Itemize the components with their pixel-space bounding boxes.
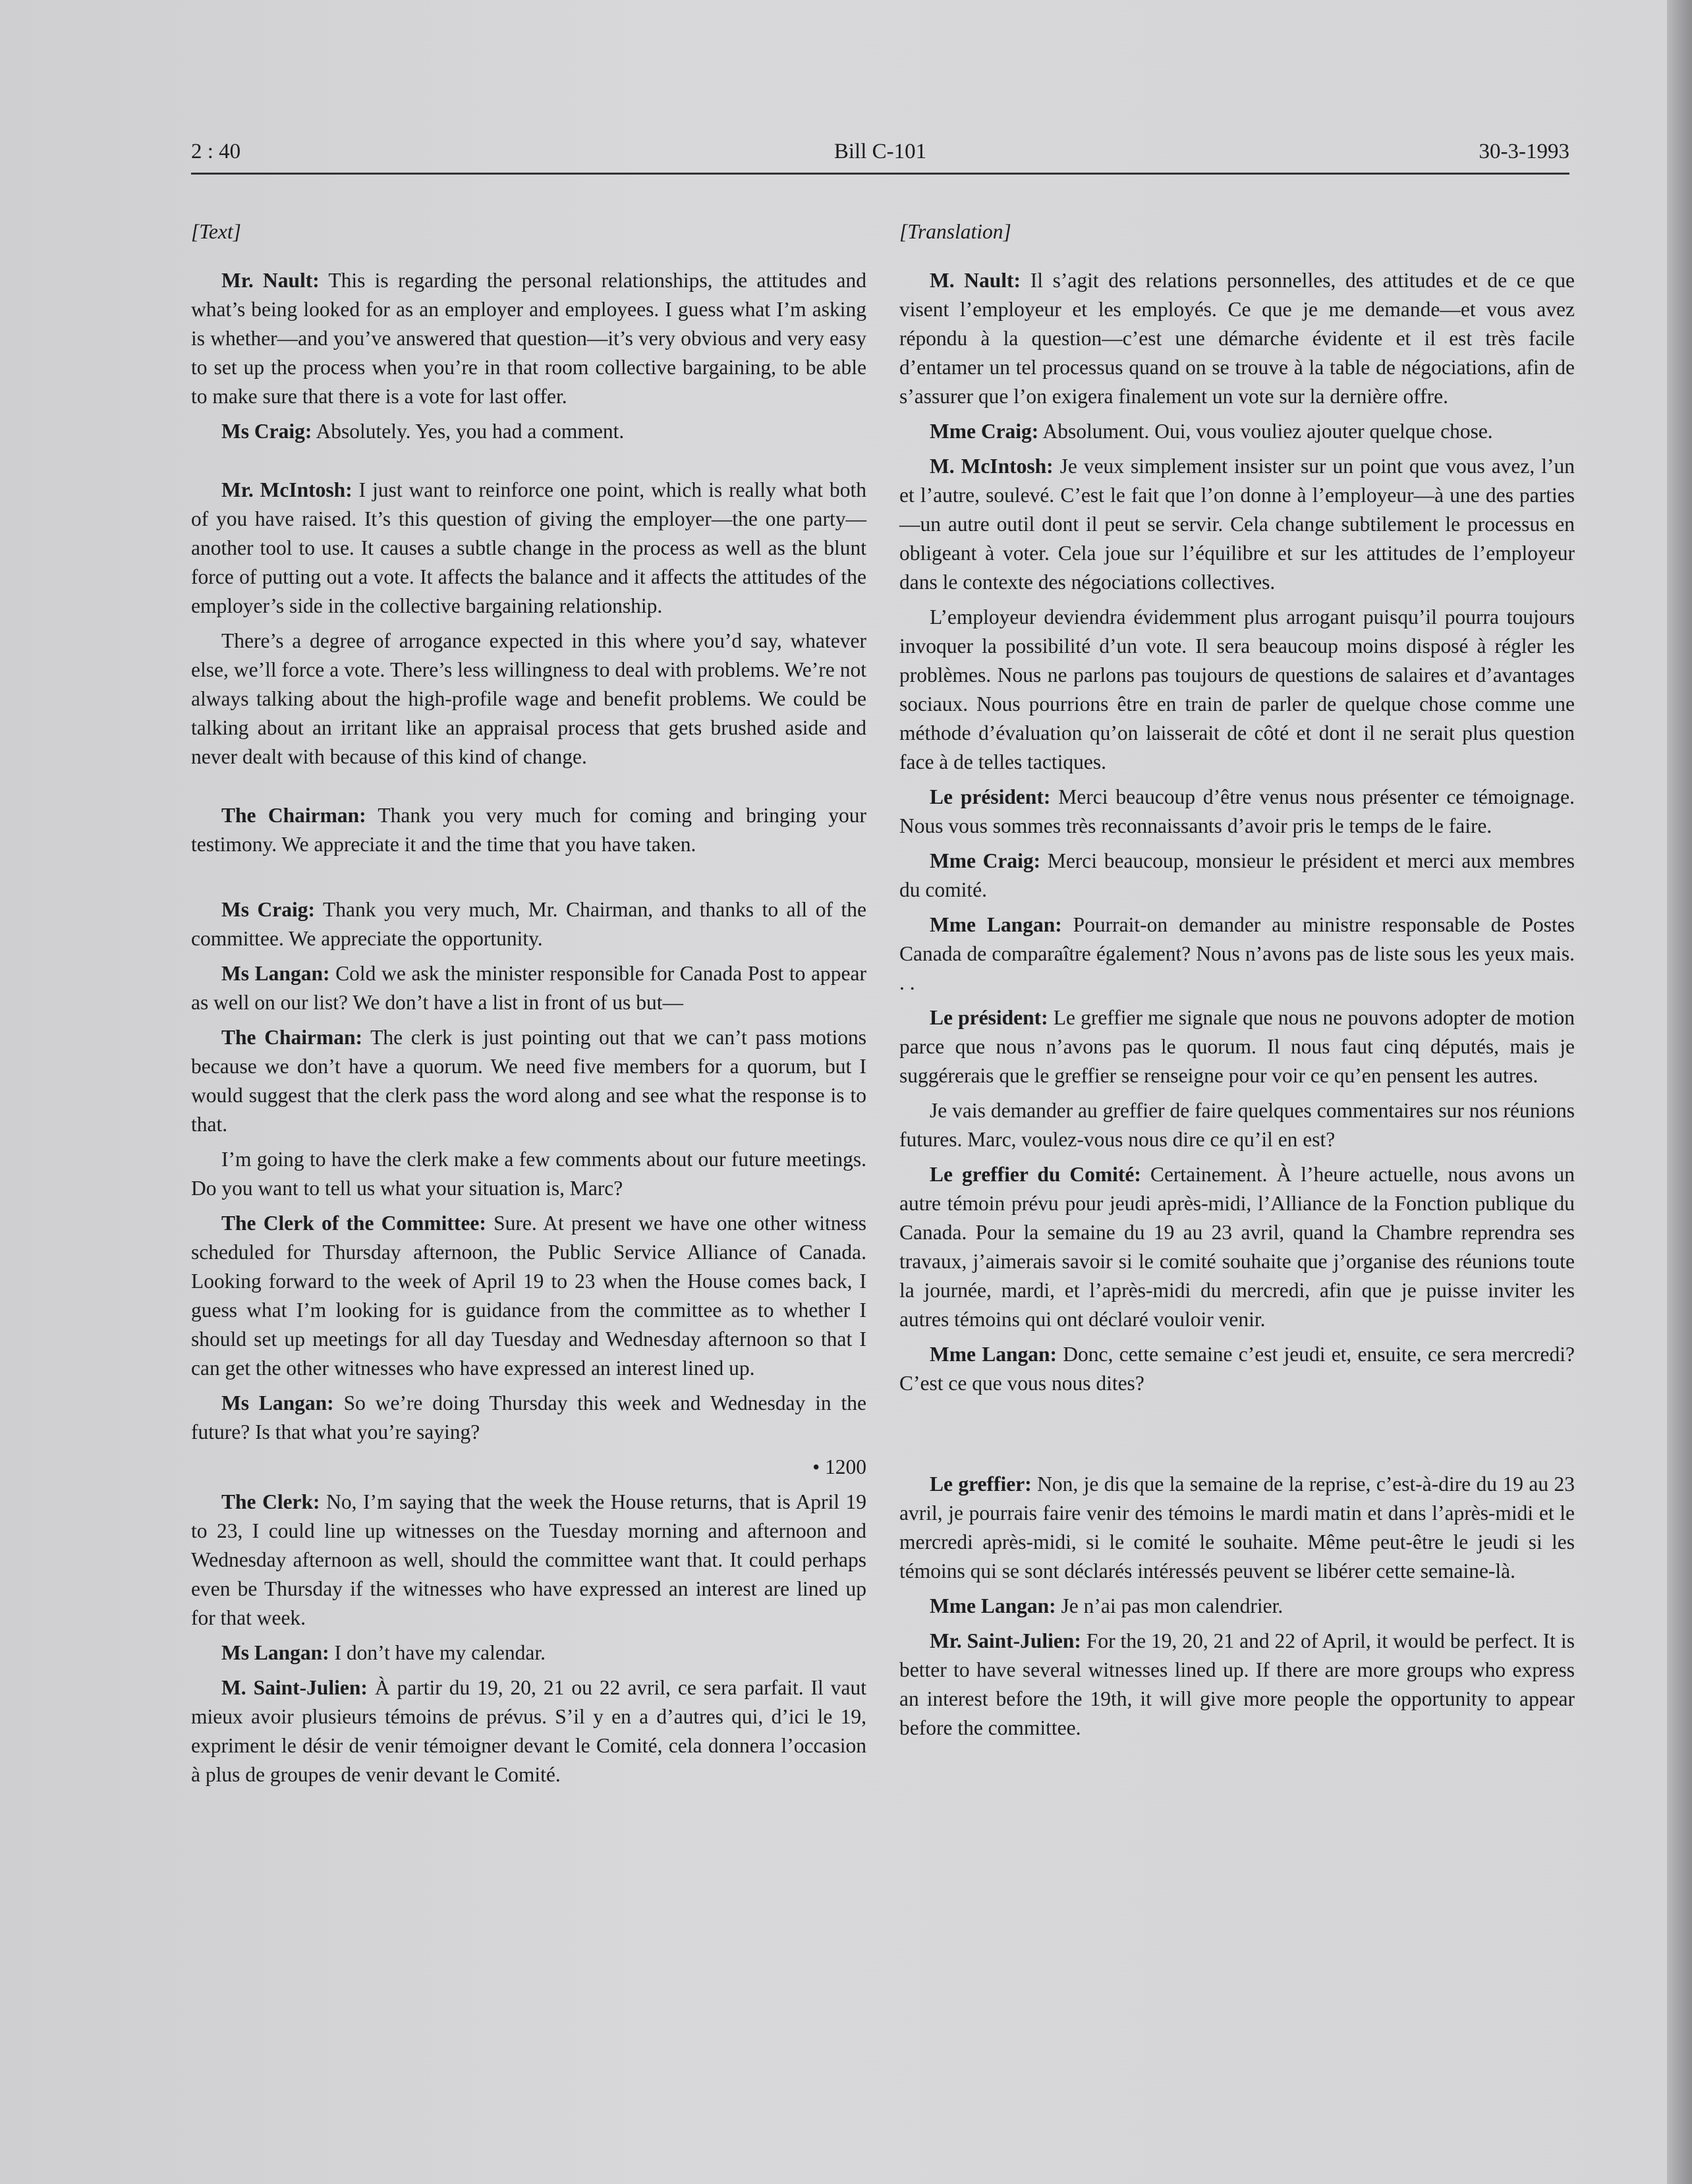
speaker: Mme Langan:	[930, 913, 1062, 936]
speech-text: Merci beaucoup, monsieur le président et merci aux membres du comité.	[899, 849, 1575, 901]
speech-text: Non, je dis que la semaine de la reprise, c’est-à-dire du 19 au 23 avril, je pourrais faire venir des témoins le mardi matin et dans l’après-midi et le mercredi après-midi, si le comité le souhaite. Même peut-être le jeudi si les témoins qui se sont déclarés intéressés peuvent se libérer cette semaine-là.	[899, 1472, 1575, 1582]
speech-text: Merci beaucoup d’être venus nous présenter ce témoignage. Nous vous sommes très reconnaissants d’avoir pris le temps de le faire.	[899, 785, 1575, 837]
speaker: Mme Langan:	[930, 1594, 1056, 1617]
paragraph	[899, 910, 1575, 997]
spacer	[191, 865, 866, 895]
speaker: The Clerk:	[221, 1490, 320, 1513]
speech-text: Thank you very much for coming and bringing your testimony. We appreciate it and the time that you have taken.	[191, 804, 866, 856]
speaker: Ms Craig:	[221, 420, 312, 443]
speech-text: À partir du 19, 20, 21 ou 22 avril, ce sera parfait. Il vaut mieux avoir plusieurs témoins de prévus. S’il y en a d’autres qui, d’ici le 19, expriment le désir de venir témoigner devant le Comité, cela donnera l’occasion à plus de groupes de venir devant le Comité.	[191, 1676, 866, 1786]
paragraph	[899, 847, 1575, 905]
speech-text: Certainement. À l’heure actuelle, nous avons un autre témoin prévu pour jeudi après-midi, l’Alliance de la Fonction publique du Canada. Pour la semaine du 19 au 23 avril, quand la Chambre reprendra ses travaux, j’aimerais savoir si le comité souhaite que j’organise des réunions toute la journée, mardi, et l’après-midi du mercredi, afin que je puisse inviter les autres témoins qui ont déclaré vouloir venir.	[899, 1163, 1575, 1331]
speaker: The Chairman:	[221, 804, 366, 827]
speaker: Ms Langan:	[221, 962, 330, 985]
paragraph	[191, 1023, 866, 1139]
speaker: M. Nault:	[930, 269, 1021, 292]
paragraph	[899, 603, 1575, 777]
bill-title: Bill C-101	[833, 140, 927, 163]
speaker: Le greffier du Comité:	[930, 1163, 1141, 1186]
speaker: Ms Langan:	[221, 1641, 329, 1664]
language-tag: [Text]	[191, 220, 241, 243]
speech-text: Sure. At present we have one other witness scheduled for Thursday afternoon, the Public Service Alliance of Canada. Looking forward to the week of April 19 to 23 when the House comes back, I guess what I’m looking for is guidance from the committee as to whether I should set up meetings for all day Tuesday and Wednesday afternoon so that I can get the other witnesses who have expressed an interest lined up.	[191, 1212, 866, 1380]
speaker: Mr. Nault:	[221, 269, 320, 292]
speaker: Mme Langan:	[930, 1343, 1057, 1366]
speaker: Le président:	[930, 1006, 1048, 1029]
paragraph	[191, 476, 866, 621]
speech-text: I’m going to have the clerk make a few comments about our future meetings. Do you want to tell us what your situation is, Marc?	[191, 1148, 866, 1200]
paragraph	[191, 417, 866, 446]
paragraph	[899, 1340, 1575, 1398]
french-column	[899, 217, 1575, 1749]
speech-text: Pourrait-on demander au ministre responsable de Postes Canada de comparaître également? Nous n’avons pas de liste sous les yeux mais. . .	[899, 913, 1575, 994]
speaker: M. Saint-Julien:	[221, 1676, 368, 1699]
speech-text: L’employeur deviendra évidemment plus arrogant puisqu’il pourra toujours invoquer la possibilité d’un vote. Il sera beaucoup moins disposé à régler les problèmes. Nous ne parlons pas toujours de questions de salaires et d’avantages sociaux. Nous pourrions être en train de parler de quelque chose comme une méthode d’évaluation qu’on laisserait de côté et dont il ne serait plus question face à de telles tactiques.	[899, 605, 1575, 773]
speaker: Ms Craig:	[221, 898, 316, 921]
paragraph	[899, 266, 1575, 411]
paragraph	[899, 1470, 1575, 1586]
speech-text: Je n’ai pas mon calendrier.	[1056, 1594, 1283, 1617]
speaker: The Clerk of the Committee:	[221, 1212, 486, 1235]
paragraph	[191, 959, 866, 1017]
page-edge	[1667, 0, 1692, 2184]
running-header	[191, 140, 1569, 173]
paragraph	[899, 1160, 1575, 1334]
paragraph	[899, 1592, 1575, 1621]
speaker: Mme Craig:	[930, 849, 1041, 872]
paragraph	[899, 1003, 1575, 1090]
speech-text: Le greffier me signale que nous ne pouvons adopter de motion parce que nous n’avons pas le quorum. Il nous faut cinq députés, mais je suggérerais que le greffier se renseigne pour voir ce qu’en pensent les autres.	[899, 1006, 1575, 1087]
language-tag: [Translation]	[899, 220, 1011, 243]
speaker: Ms Langan:	[221, 1391, 334, 1414]
spacer	[899, 1404, 1575, 1470]
paragraph	[899, 1627, 1575, 1743]
speaker: Mr. Saint-Julien:	[930, 1629, 1081, 1652]
paragraph	[899, 417, 1575, 446]
english-column	[191, 217, 866, 1795]
paragraph	[191, 1488, 866, 1633]
speech-text: The clerk is just pointing out that we can’t pass motions because we don’t have a quorum. We need five members for a quorum, but I would suggest that the clerk pass the word along and see what the response is to that.	[191, 1026, 866, 1136]
paragraph	[191, 266, 866, 411]
paragraph	[191, 1145, 866, 1203]
speech-text: Cold we ask the minister responsible for Canada Post to appear as well on our list? We don’t have a list in front of us but—	[191, 962, 867, 1014]
paragraph	[899, 1096, 1575, 1154]
page-number: 2 : 40	[191, 140, 241, 163]
paragraph	[191, 895, 866, 953]
time-marker: • 1200	[812, 1455, 866, 1478]
speaker: The Chairman:	[221, 1026, 362, 1049]
paragraph	[899, 783, 1575, 841]
speaker: Mme Craig:	[930, 420, 1039, 443]
speech-text: No, I’m saying that the week the House returns, that is April 19 to 23, I could line up witnesses on the Tuesday morning and afternoon and Wednesday afternoon as well, should the committee want that. It could perhaps even be Thursday if the witnesses who have expressed an interest are lined up for that week.	[191, 1490, 867, 1629]
speech-text: Thank you very much, Mr. Chairman, and thanks to all of the committee. We appreciate the opportunity.	[191, 898, 866, 950]
speech-text: This is regarding the personal relationships, the attitudes and what’s being looked for as an employer and employees. I guess what I’m asking is whether—and you’ve answered that question—it’s very obvious and very easy to set up the process when you’re in that room collective bargaining, to be able to make sure that there is a vote for last offer.	[191, 269, 866, 408]
paragraph	[191, 627, 866, 771]
paragraph	[191, 1673, 866, 1789]
spacer	[191, 452, 866, 476]
paragraph	[191, 1209, 866, 1383]
speech-text: Je veux simplement insister sur un point que vous avez, l’un et l’autre, soulevé. C’est le fait que l’on donne à l’employeur—à une des parties—un autre outil dont il peut se servir. Cela change subtilement le processus en obligeant à voter. Cela joue sur l’équilibre et sur les attitudes de l’employeur dans le contexte des négociations collectives.	[899, 455, 1575, 594]
speech-text: I don’t have my calendar.	[329, 1641, 546, 1664]
speaker: M. McIntosh:	[930, 455, 1054, 478]
speech-text: So we’re doing Thursday this week and Wednesday in the future? Is that what you’re saying?	[191, 1391, 866, 1443]
speech-text: There’s a degree of arrogance expected in this where you’d say, whatever else, we’ll force a vote. There’s less willingness to deal with problems. We’re not always talking about the high-profile wage and benefit problems. We could be talking about an irritant like an appraisal process that gets brushed aside and never dealt with because of this kind of change.	[191, 629, 866, 768]
header-rule	[191, 173, 1569, 175]
speech-text: I just want to reinforce one point, which is really what both of you have raised. It’s this question of giving the employer—the one party—another tool to use. It causes a subtle change in the process as well as the blunt force of putting out a vote. It affects the balance and it affects the attitudes of the employer’s side in the collective bargaining relationship.	[191, 478, 866, 617]
header-date: 30-3-1993	[1479, 140, 1569, 163]
speaker: Mr. McIntosh:	[221, 478, 352, 501]
speech-text: Absolutely. Yes, you had a comment.	[312, 420, 625, 443]
speech-text: Absolument. Oui, vous vouliez ajouter quelque chose.	[1038, 420, 1493, 443]
speech-text: For the 19, 20, 21 and 22 of April, it would be perfect. It is better to have several witnesses lined up. If there are more groups who express an interest before the 19th, it will give more people the opportunity to appear before the committee.	[899, 1629, 1575, 1739]
speaker: Le président:	[930, 785, 1051, 808]
paragraph	[191, 801, 866, 859]
speech-text: Donc, cette semaine c’est jeudi et, ensuite, ce sera mercredi? C’est ce que vous nous dites?	[899, 1343, 1575, 1395]
spacer	[191, 777, 866, 801]
paragraph	[191, 1638, 866, 1667]
speaker: Le greffier:	[930, 1472, 1032, 1496]
speech-text: Je vais demander au greffier de faire quelques commentaires sur nos réunions futures. Marc, voulez-vous nous dire ce qu’il en est?	[899, 1099, 1575, 1151]
paragraph	[899, 452, 1575, 597]
speech-text: Il s’agit des relations personnelles, des attitudes et de ce que visent l’employeur et les employés. Ce que je me demande—et vous avez répondu à la question—c’est une démarche évidente et il est très facile d’entamer un tel processus quand on se trouve à la table de négociations, afin de s’assurer que l’on exigera finalement un vote sur la dernière offre.	[899, 269, 1575, 408]
paragraph	[191, 1389, 866, 1447]
